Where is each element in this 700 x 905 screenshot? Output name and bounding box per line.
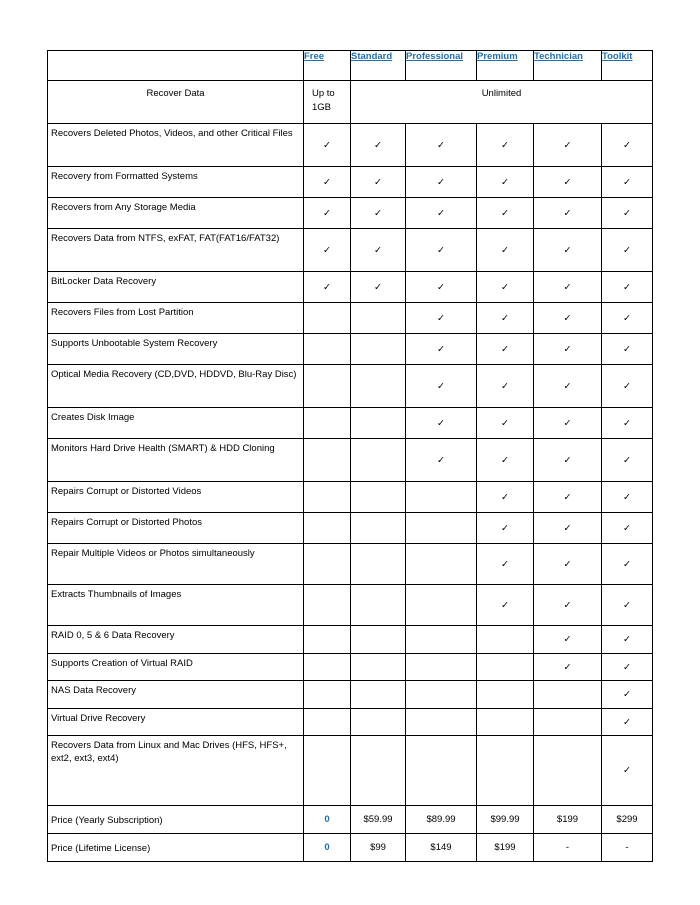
feature-cell-professional	[406, 513, 477, 544]
feature-label: Recovers Data from NTFS, exFAT, FAT(FAT16/FAT32)	[48, 229, 304, 272]
feature-cell-toolkit	[602, 482, 653, 513]
price-cell-premium: $99.99	[477, 806, 534, 834]
checkmark-icon: ✓	[623, 343, 631, 355]
feature-cell-technician	[534, 198, 602, 229]
feature-cell-toolkit	[602, 654, 653, 681]
feature-cell-free	[304, 303, 351, 334]
checkmark-icon: ✓	[323, 281, 331, 293]
feature-cell-premium	[477, 334, 534, 365]
feature-row	[48, 198, 653, 229]
checkmark-icon: ✓	[501, 558, 509, 570]
checkmark-icon: ✓	[323, 176, 331, 188]
feature-cell-standard	[351, 626, 406, 654]
recover-data-row	[48, 81, 653, 124]
checkmark-icon: ✓	[501, 380, 509, 392]
feature-cell-toolkit	[602, 198, 653, 229]
feature-cell-professional	[406, 229, 477, 272]
price-cell-free: 0	[304, 806, 351, 834]
price-row	[48, 834, 653, 862]
checkmark-icon: ✓	[623, 716, 631, 728]
price-label: Price (Lifetime License)	[48, 834, 304, 862]
feature-cell-free	[304, 513, 351, 544]
plan-header-professional	[406, 51, 477, 81]
checkmark-icon: ✓	[623, 417, 631, 429]
feature-cell-free	[304, 272, 351, 303]
feature-cell-technician	[534, 654, 602, 681]
feature-cell-technician	[534, 167, 602, 198]
feature-cell-technician	[534, 365, 602, 408]
price-cell-premium: $199	[477, 834, 534, 862]
feature-cell-technician	[534, 229, 602, 272]
checkmark-icon: ✓	[563, 380, 572, 392]
checkmark-icon: ✓	[563, 558, 572, 570]
comparison-table	[47, 50, 653, 862]
feature-cell-toolkit	[602, 334, 653, 365]
checkmark-icon: ✓	[374, 207, 382, 219]
checkmark-icon: ✓	[563, 139, 572, 151]
feature-cell-professional	[406, 544, 477, 585]
feature-row	[48, 124, 653, 167]
plan-link-technician[interactable]: Technician	[534, 51, 583, 62]
feature-row	[48, 736, 653, 806]
plan-header-toolkit	[602, 51, 653, 81]
feature-label: Recovers Data from Linux and Mac Drives (HFS, HFS+, ext2, ext3, ext4)	[48, 736, 304, 806]
feature-cell-free	[304, 229, 351, 272]
checkmark-icon: ✓	[623, 139, 631, 151]
checkmark-icon: ✓	[623, 634, 631, 645]
checkmark-icon: ✓	[501, 417, 509, 429]
feature-cell-premium	[477, 303, 534, 334]
feature-cell-technician	[534, 124, 602, 167]
feature-cell-free	[304, 408, 351, 439]
feature-row	[48, 709, 653, 736]
checkmark-icon: ✓	[563, 634, 572, 645]
price-row	[48, 806, 653, 834]
checkmark-icon: ✓	[501, 522, 509, 534]
feature-cell-technician	[534, 681, 602, 709]
checkmark-icon: ✓	[563, 522, 572, 534]
checkmark-icon: ✓	[623, 491, 631, 503]
feature-label: Optical Media Recovery (CD,DVD, HDDVD, Blu-Ray Disc)	[48, 365, 304, 408]
feature-cell-toolkit	[602, 303, 653, 334]
feature-cell-professional	[406, 334, 477, 365]
checkmark-icon: ✓	[374, 176, 382, 188]
checkmark-icon: ✓	[623, 454, 631, 466]
checkmark-icon: ✓	[623, 312, 631, 324]
checkmark-icon: ✓	[323, 244, 331, 256]
checkmark-icon: ✓	[374, 244, 382, 256]
feature-row	[48, 439, 653, 482]
feature-row	[48, 229, 653, 272]
feature-cell-premium	[477, 272, 534, 303]
checkmark-icon: ✓	[563, 281, 572, 293]
checkmark-icon: ✓	[563, 661, 572, 673]
feature-cell-premium	[477, 229, 534, 272]
feature-cell-professional	[406, 482, 477, 513]
feature-cell-technician	[534, 736, 602, 806]
feature-cell-premium	[477, 439, 534, 482]
feature-cell-technician	[534, 585, 602, 626]
feature-row	[48, 272, 653, 303]
price-cell-free: 0	[304, 834, 351, 862]
checkmark-icon: ✓	[563, 454, 572, 466]
checkmark-icon: ✓	[437, 176, 445, 188]
feature-cell-standard	[351, 681, 406, 709]
checkmark-icon: ✓	[437, 139, 445, 151]
feature-cell-technician	[534, 303, 602, 334]
feature-row	[48, 408, 653, 439]
plan-link-standard[interactable]: Standard	[351, 51, 393, 62]
feature-cell-premium	[477, 585, 534, 626]
feature-cell-premium	[477, 198, 534, 229]
feature-row	[48, 167, 653, 198]
checkmark-icon: ✓	[623, 689, 631, 700]
feature-cell-toolkit	[602, 439, 653, 482]
feature-cell-technician	[534, 334, 602, 365]
feature-cell-professional	[406, 709, 477, 736]
checkmark-icon: ✓	[623, 661, 631, 673]
price-cell-standard: $59.99	[351, 806, 406, 834]
feature-label: Supports Unbootable System Recovery	[48, 334, 304, 365]
plan-header-premium	[477, 51, 534, 81]
feature-cell-standard	[351, 272, 406, 303]
feature-cell-technician	[534, 408, 602, 439]
feature-cell-standard	[351, 709, 406, 736]
checkmark-icon: ✓	[437, 380, 445, 392]
feature-label: Recovers Deleted Photos, Videos, and other Critical Files	[48, 124, 304, 167]
header-row	[48, 51, 653, 81]
feature-cell-standard	[351, 482, 406, 513]
feature-cell-standard	[351, 654, 406, 681]
feature-cell-toolkit	[602, 229, 653, 272]
checkmark-icon: ✓	[501, 599, 509, 611]
feature-label: Recovery from Formatted Systems	[48, 167, 304, 198]
checkmark-icon: ✓	[563, 417, 572, 429]
checkmark-icon: ✓	[374, 281, 382, 293]
feature-cell-standard	[351, 365, 406, 408]
checkmark-icon: ✓	[623, 207, 631, 219]
feature-cell-professional	[406, 736, 477, 806]
feature-cell-standard	[351, 439, 406, 482]
checkmark-icon: ✓	[501, 343, 509, 355]
checkmark-icon: ✓	[501, 176, 509, 188]
feature-cell-premium	[477, 167, 534, 198]
feature-cell-toolkit	[602, 365, 653, 408]
checkmark-icon: ✓	[623, 380, 631, 392]
feature-cell-free	[304, 167, 351, 198]
feature-cell-free	[304, 585, 351, 626]
feature-cell-free	[304, 439, 351, 482]
comparison-table-body	[48, 51, 653, 862]
feature-cell-technician	[534, 482, 602, 513]
feature-cell-toolkit	[602, 272, 653, 303]
feature-label: Extracts Thumbnails of Images	[48, 585, 304, 626]
price-label: Price (Yearly Subscription)	[48, 806, 304, 834]
feature-label: Monitors Hard Drive Health (SMART) & HDD Cloning	[48, 439, 304, 482]
checkmark-icon: ✓	[501, 281, 509, 293]
checkmark-icon: ✓	[563, 343, 572, 355]
checkmark-icon: ✓	[437, 417, 445, 429]
plan-link-premium[interactable]: Premium	[477, 51, 518, 62]
checkmark-icon: ✓	[501, 139, 509, 151]
feature-row	[48, 482, 653, 513]
checkmark-icon: ✓	[437, 281, 445, 293]
feature-cell-free	[304, 626, 351, 654]
feature-cell-professional	[406, 167, 477, 198]
feature-cell-free	[304, 654, 351, 681]
feature-cell-standard	[351, 198, 406, 229]
checkmark-icon: ✓	[563, 244, 572, 256]
feature-cell-premium	[477, 408, 534, 439]
checkmark-icon: ✓	[437, 207, 445, 219]
checkmark-icon: ✓	[501, 454, 509, 466]
feature-cell-professional	[406, 626, 477, 654]
checkmark-icon: ✓	[563, 176, 572, 188]
feature-cell-professional	[406, 439, 477, 482]
feature-cell-standard	[351, 124, 406, 167]
checkmark-icon: ✓	[437, 312, 445, 324]
checkmark-icon: ✓	[623, 558, 631, 570]
plan-link-free[interactable]: Free	[304, 51, 325, 62]
feature-cell-premium	[477, 654, 534, 681]
feature-row	[48, 303, 653, 334]
feature-cell-free	[304, 544, 351, 585]
feature-cell-professional	[406, 272, 477, 303]
feature-cell-premium	[477, 544, 534, 585]
feature-label: Repair Multiple Videos or Photos simultaneously	[48, 544, 304, 585]
feature-cell-professional	[406, 303, 477, 334]
feature-cell-free	[304, 482, 351, 513]
feature-cell-toolkit	[602, 544, 653, 585]
checkmark-icon: ✓	[563, 491, 572, 503]
feature-label: Repairs Corrupt or Distorted Photos	[48, 513, 304, 544]
feature-cell-free	[304, 681, 351, 709]
feature-label: BitLocker Data Recovery	[48, 272, 304, 303]
feature-cell-standard	[351, 513, 406, 544]
feature-cell-technician	[534, 626, 602, 654]
feature-cell-toolkit	[602, 709, 653, 736]
feature-cell-free	[304, 365, 351, 408]
checkmark-icon: ✓	[563, 599, 572, 611]
checkmark-icon: ✓	[623, 281, 631, 293]
checkmark-icon: ✓	[623, 765, 631, 776]
feature-cell-professional	[406, 681, 477, 709]
checkmark-icon: ✓	[623, 522, 631, 534]
feature-label: Recovers from Any Storage Media	[48, 198, 304, 229]
feature-cell-technician	[534, 544, 602, 585]
feature-cell-premium	[477, 513, 534, 544]
feature-cell-professional	[406, 124, 477, 167]
feature-cell-premium	[477, 482, 534, 513]
feature-cell-technician	[534, 439, 602, 482]
recover-data-free-limit: Up to 1GB	[304, 81, 351, 124]
feature-cell-toolkit	[602, 626, 653, 654]
recover-data-paid-limit: Unlimited	[351, 81, 653, 124]
feature-label: NAS Data Recovery	[48, 681, 304, 709]
recover-data-label: Recover Data	[48, 81, 304, 124]
feature-cell-professional	[406, 654, 477, 681]
feature-cell-free	[304, 709, 351, 736]
feature-row	[48, 544, 653, 585]
feature-row	[48, 681, 653, 709]
feature-cell-premium	[477, 365, 534, 408]
feature-cell-premium	[477, 681, 534, 709]
price-cell-toolkit: -	[602, 834, 653, 862]
feature-cell-toolkit	[602, 167, 653, 198]
price-cell-professional: $149	[406, 834, 477, 862]
checkmark-icon: ✓	[623, 244, 631, 256]
feature-cell-premium	[477, 736, 534, 806]
checkmark-icon: ✓	[563, 312, 572, 324]
feature-cell-free	[304, 198, 351, 229]
feature-cell-professional	[406, 198, 477, 229]
feature-cell-toolkit	[602, 681, 653, 709]
feature-label: Virtual Drive Recovery	[48, 709, 304, 736]
feature-cell-standard	[351, 229, 406, 272]
feature-row	[48, 585, 653, 626]
feature-cell-free	[304, 736, 351, 806]
feature-row	[48, 626, 653, 654]
feature-cell-technician	[534, 513, 602, 544]
price-cell-standard: $99	[351, 834, 406, 862]
feature-cell-professional	[406, 585, 477, 626]
feature-cell-standard	[351, 408, 406, 439]
feature-cell-toolkit	[602, 585, 653, 626]
plan-link-toolkit[interactable]: Toolkit	[602, 51, 633, 62]
feature-label: Repairs Corrupt or Distorted Videos	[48, 482, 304, 513]
checkmark-icon: ✓	[437, 244, 445, 256]
price-cell-professional: $89.99	[406, 806, 477, 834]
feature-label: Creates Disk Image	[48, 408, 304, 439]
checkmark-icon: ✓	[623, 599, 631, 611]
feature-row	[48, 365, 653, 408]
feature-row	[48, 513, 653, 544]
feature-label: RAID 0, 5 & 6 Data Recovery	[48, 626, 304, 654]
checkmark-icon: ✓	[501, 312, 509, 324]
plan-header-free	[304, 51, 351, 81]
feature-cell-toolkit	[602, 408, 653, 439]
feature-cell-toolkit	[602, 736, 653, 806]
feature-cell-premium	[477, 124, 534, 167]
feature-label: Recovers Files from Lost Partition	[48, 303, 304, 334]
plan-header-technician	[534, 51, 602, 81]
checkmark-icon: ✓	[501, 207, 509, 219]
feature-cell-standard	[351, 736, 406, 806]
feature-cell-standard	[351, 544, 406, 585]
price-cell-toolkit: $299	[602, 806, 653, 834]
feature-cell-premium	[477, 626, 534, 654]
header-corner-cell	[48, 51, 304, 81]
checkmark-icon: ✓	[437, 343, 445, 355]
feature-cell-standard	[351, 585, 406, 626]
checkmark-icon: ✓	[323, 139, 331, 151]
feature-cell-technician	[534, 272, 602, 303]
checkmark-icon: ✓	[323, 207, 331, 219]
feature-cell-technician	[534, 709, 602, 736]
feature-cell-toolkit	[602, 124, 653, 167]
checkmark-icon: ✓	[374, 139, 382, 151]
feature-row	[48, 334, 653, 365]
checkmark-icon: ✓	[501, 244, 509, 256]
price-cell-technician: -	[534, 834, 602, 862]
checkmark-icon: ✓	[563, 207, 572, 219]
checkmark-icon: ✓	[437, 454, 445, 466]
plan-link-professional[interactable]: Professional	[406, 51, 464, 62]
feature-cell-professional	[406, 365, 477, 408]
checkmark-icon: ✓	[501, 491, 509, 503]
feature-cell-standard	[351, 334, 406, 365]
feature-label: Supports Creation of Virtual RAID	[48, 654, 304, 681]
feature-cell-standard	[351, 303, 406, 334]
plan-header-standard	[351, 51, 406, 81]
feature-cell-premium	[477, 709, 534, 736]
feature-cell-free	[304, 124, 351, 167]
price-cell-technician: $199	[534, 806, 602, 834]
feature-cell-toolkit	[602, 513, 653, 544]
feature-cell-professional	[406, 408, 477, 439]
feature-cell-standard	[351, 167, 406, 198]
feature-row	[48, 654, 653, 681]
feature-cell-free	[304, 334, 351, 365]
checkmark-icon: ✓	[623, 176, 631, 188]
